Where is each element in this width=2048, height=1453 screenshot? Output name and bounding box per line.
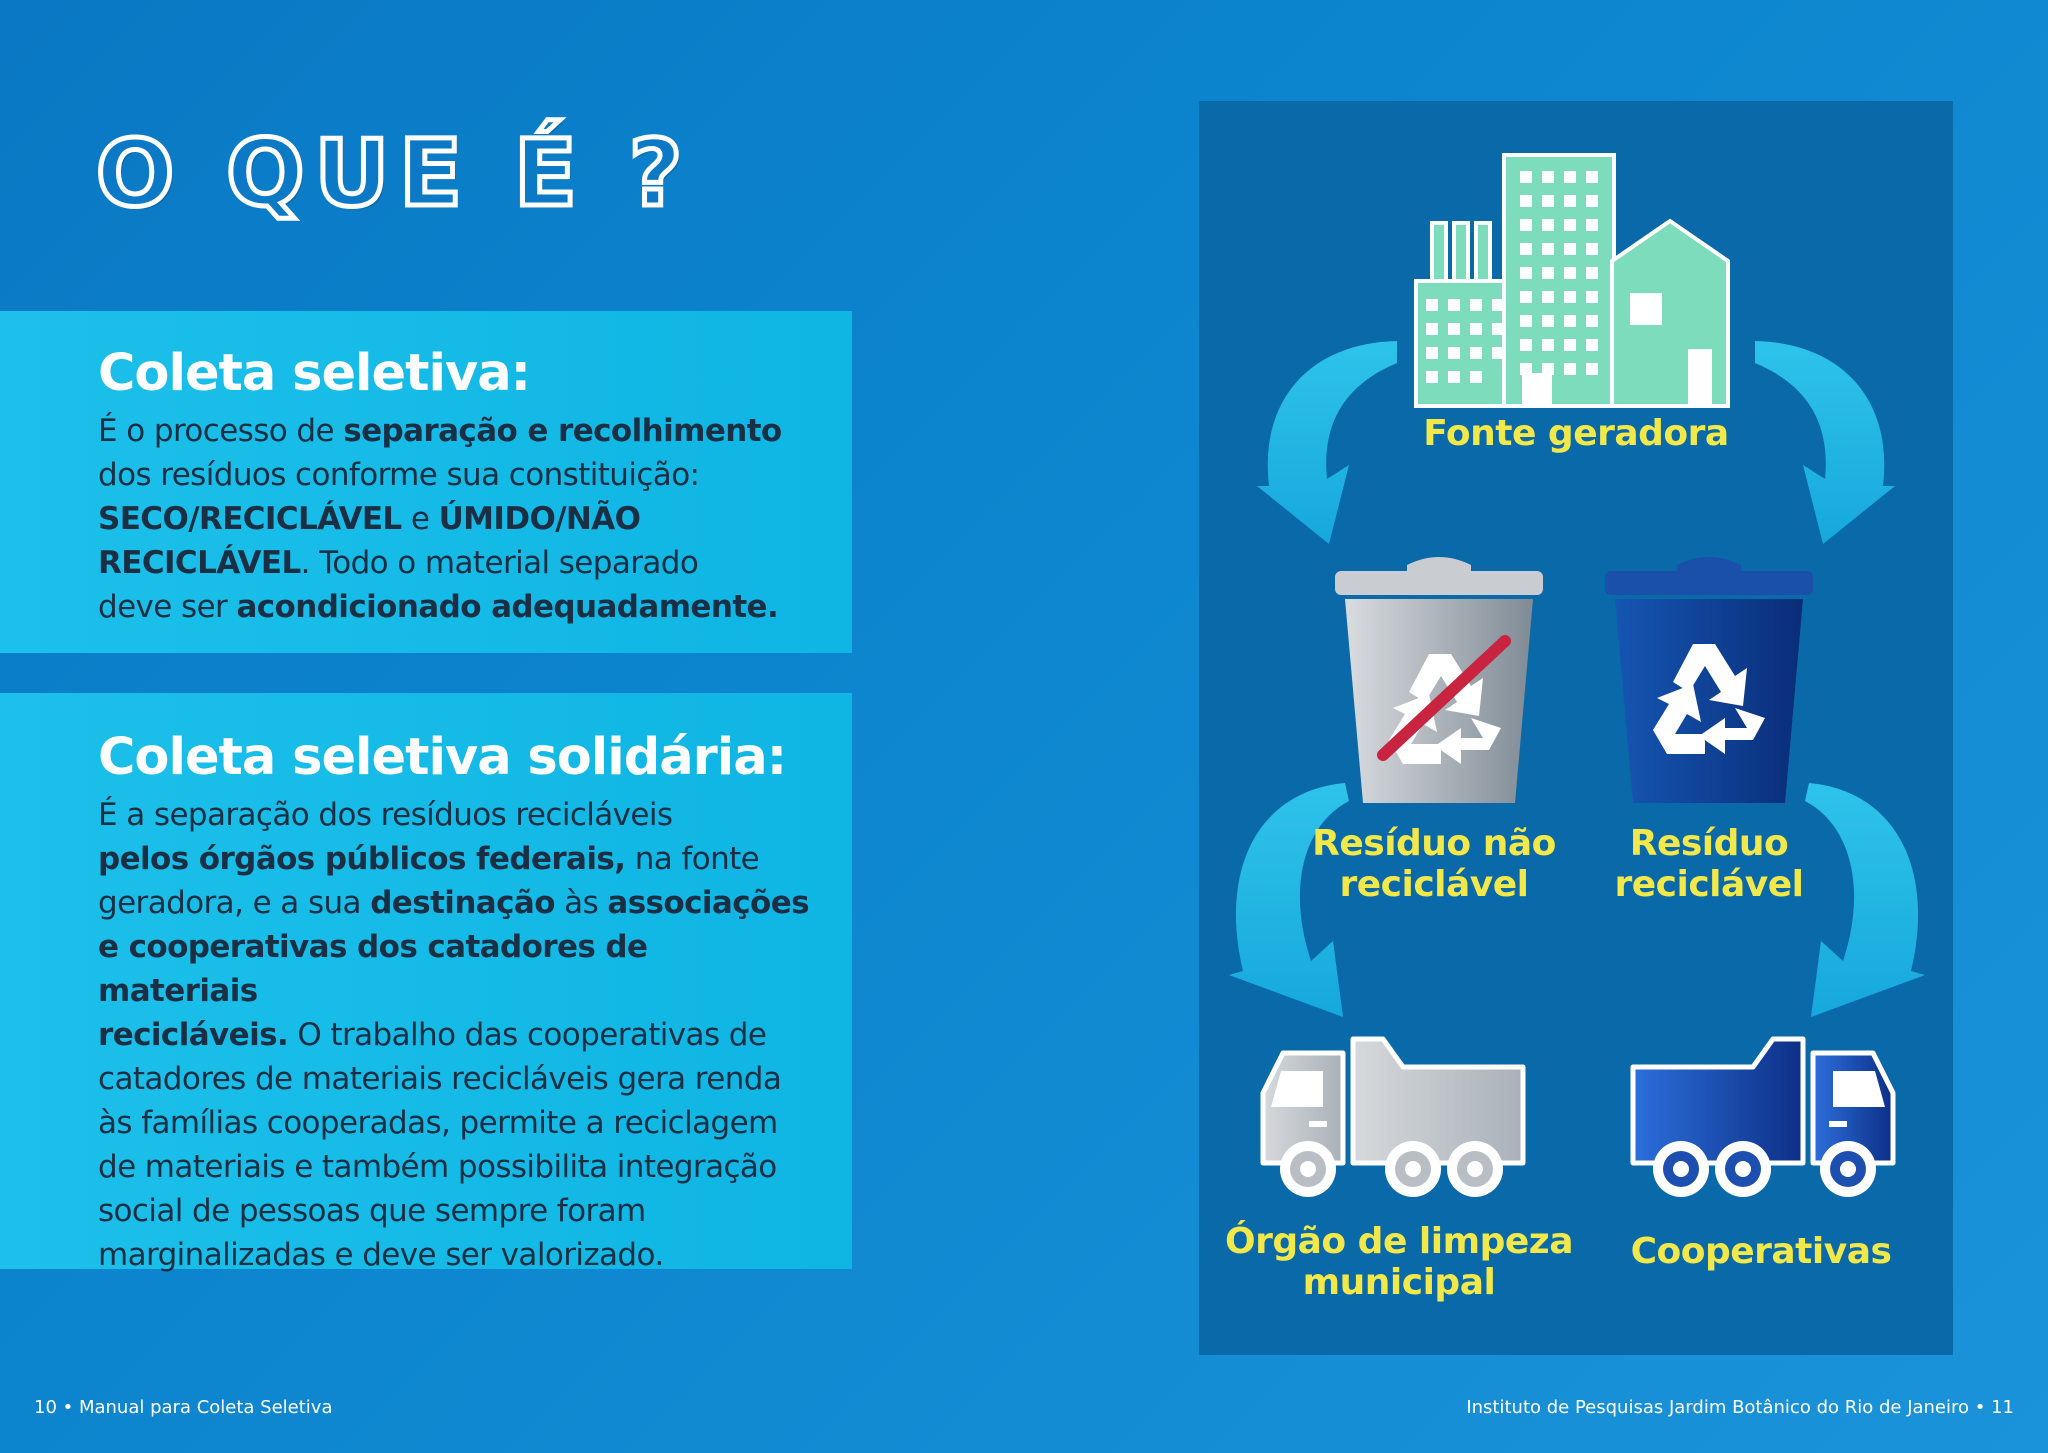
page-title: O QUE É ? (96, 120, 693, 227)
cooperatives-label: Cooperativas (1630, 1231, 1892, 1272)
coleta-solidaria-heading: Coleta seletiva solidária: (98, 728, 787, 787)
coleta-seletiva-text: É o processo de separação e recolhimento dos resíduos conforme sua constituição: SECO/RECICLÁVEL e ÚMIDO/NÃO RECICLÁVEL. Todo o material separado deve ser acondicionado adequadamente. (98, 413, 782, 625)
municipal-label: Órgão de limpeza municipal (1224, 1221, 1574, 1303)
cooperative-truck-icon (1623, 1033, 1903, 1203)
arrow-left-top (1257, 341, 1397, 544)
non-recyclable-bin-icon (1329, 549, 1549, 809)
waste-flow-diagram (1199, 101, 1953, 1355)
coleta-solidaria-text: É a separação dos resíduos recicláveis pelos órgãos públicos federais, na fonte geradora, e a sua destinação às associações e cooperativas dos catadores de materiais recicláveis. O trabalho das cooperativas de catadores de materiais recicláveis gera renda às famílias cooperadas, permite a reciclagem de materiais e também possibilita integração social de pessoas que sempre foram marginalizadas e deve ser valorizado. (98, 797, 809, 1273)
footer-left: 10 • Manual para Coleta Seletiva (34, 1397, 333, 1418)
recyclable-bin-icon (1599, 549, 1819, 809)
non-recyclable-label: Resíduo não reciclável (1312, 823, 1556, 905)
footer-right: Instituto de Pesquisas Jardim Botânico do Rio de Janeiro • 11 (1466, 1397, 2014, 1418)
source-label: Fonte geradora (1423, 413, 1729, 454)
municipal-truck-icon (1253, 1033, 1533, 1203)
coleta-solidaria-box (0, 693, 852, 1273)
buildings-icon (1412, 151, 1742, 413)
coleta-seletiva-heading: Coleta seletiva: (98, 344, 531, 403)
recyclable-label: Resíduo reciclável (1614, 823, 1804, 905)
coleta-seletiva-box (0, 311, 852, 653)
arrow-right-top (1755, 341, 1895, 544)
